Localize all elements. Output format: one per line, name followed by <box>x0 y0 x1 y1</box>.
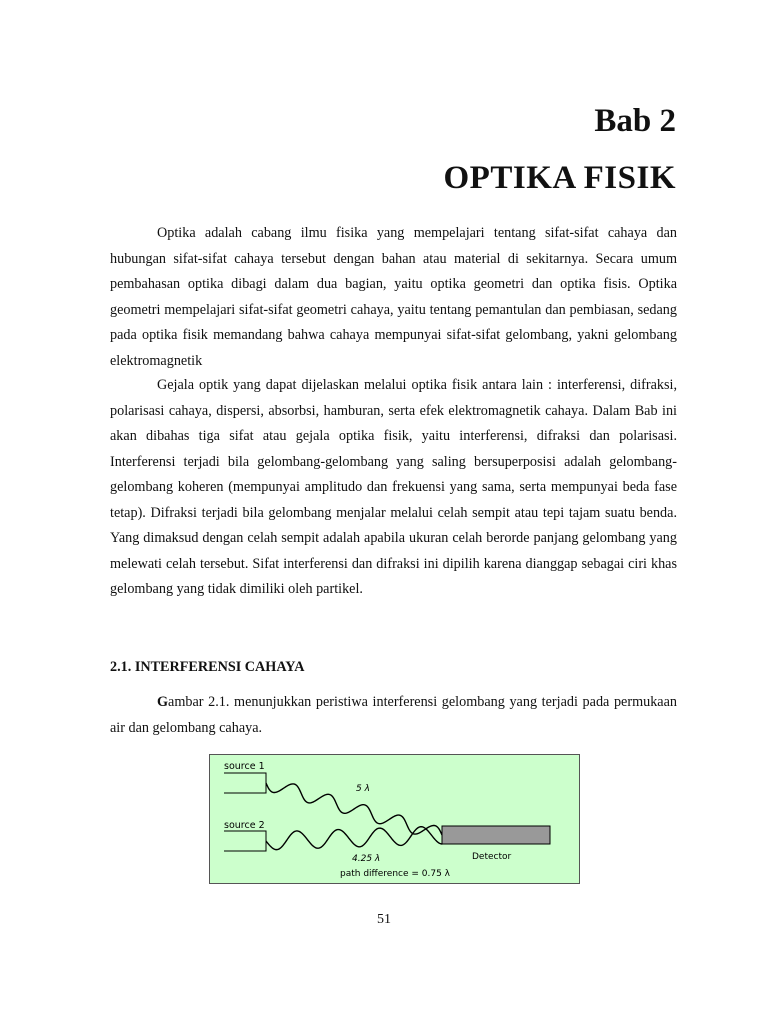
wave-1-path <box>266 783 442 835</box>
wave-2-label: 4.25 λ <box>352 854 381 864</box>
chapter-number: Bab 2 <box>594 103 676 139</box>
section-heading: 2.1. INTERFERENSI CAHAYA <box>110 659 305 675</box>
detector-label: Detector <box>472 852 512 862</box>
paragraph-intro: Optika adalah cabang ilmu fisika yang mempelajari tentang sifat-sifat cahaya dan hubungan sifat-sifat cahaya tersebut dengan bahan atau material di sekitarnya. Secara umum pembahasan optika dibagi dalam dua bagian, yaitu optika geometri dan optika fisis. Optika geometri mempelajari sifat-sifat geometri cahaya, yaitu tentang pemantulan dan pembiasan, sedang pada optika fisik memandang bahwa cahaya mempunyai sifat-sifat gelombang, yakni gelombang elektromagnetik <box>110 225 677 369</box>
wave-1-label: 5 λ <box>356 784 370 794</box>
wave-2-path <box>266 827 442 850</box>
page-number: 51 <box>377 912 391 927</box>
section-paragraph-text: ambar 2.1. menunjukkan peristiwa interferensi gelombang yang terjadi pada permukaan air dan gelombang cahaya. <box>110 694 677 736</box>
detector-bar <box>442 826 550 844</box>
source-2-box <box>224 831 266 851</box>
path-difference-label: path difference = 0.75 λ <box>340 869 450 879</box>
source-1-box <box>224 773 266 793</box>
section-paragraph <box>110 690 677 741</box>
drop-letter: G <box>157 694 169 710</box>
source-1-label: source 1 <box>224 761 265 772</box>
chapter-title: OPTIKA FISIK <box>443 160 676 196</box>
paragraph-phenomena: Gejala optik yang dapat dijelaskan melalui optika fisik antara lain : interferensi, difraksi, polarisasi cahaya, dispersi, absorbsi, hamburan, serta efek elektromagnetik cahaya. Dalam Bab ini akan dibahas tiga sifat atau gejala optika fisik, yaitu interferensi, difraksi dan polarisasi. Interferensi terjadi bila gelombang-gelombang yang saling bersuperposisi adalah gelombang-gelombang koheren (mempunyai amplitudo dan frekuensi yang sama, serta mempunyai beda fase tetap). Difraksi terjadi bila gelombang menjalar melalui celah sempit atau tepi tajam suatu benda. Yang dimaksud dengan celah sempit adalah apabila ukuran celah berorde panjang gelombang yang melewati celah tersebut. Sifat interferensi dan difraksi ini dipilih karena dianggap sebagai ciri khas gelombang yang tidak dimiliki oleh partikel. <box>110 377 677 597</box>
source-2-label: source 2 <box>224 820 265 831</box>
interference-diagram <box>210 755 581 885</box>
interference-figure <box>209 754 580 884</box>
